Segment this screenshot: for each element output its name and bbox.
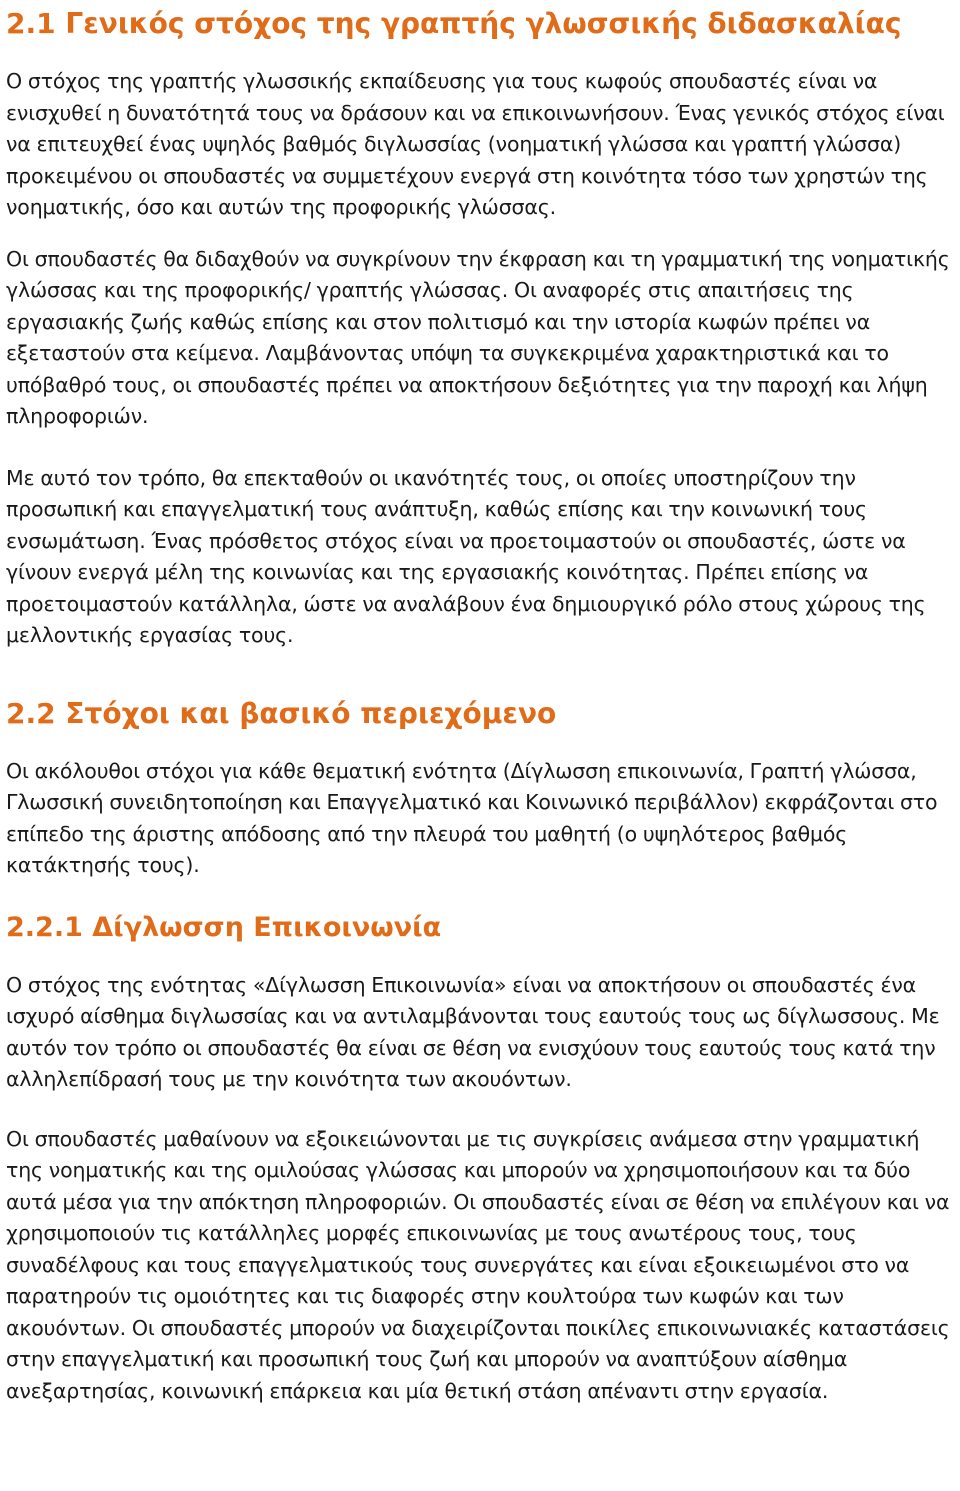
- section-2-2-1-heading: 2.2.1 Δίγλωσση Επικοινωνία: [6, 911, 442, 943]
- section-2-2-paragraph-1: Οι ακόλουθοι στόχοι για κάθε θεματική ενότητα (Δίγλωσση επικοινωνία, Γραπτή γλώσσα, Γλωσσική συνειδητοποίηση και Επαγγελματικό και Κοινωνικό περιβάλλον) εκφράζονται στο επίπεδο της άριστης απόδοσης από την πλευρά του μαθητή (ο υψηλότερος βαθμός κατάκτησής τους).: [6, 758, 938, 877]
- section-2-2-heading: 2.2 Στόχοι και βασικό περιεχόμενο: [6, 696, 557, 730]
- section-2-1-paragraph-2: Οι σπουδαστές θα διδαχθούν να συγκρίνουν την έκφραση και τη γραμματική της νοηματικής γλώσσας και της προφορικής/ γραπτής γλώσσας. Οι αναφορές στις απαιτήσεις της εργασιακής ζωής καθώς επίσης και στον πολιτισμό και την ιστορία κωφών πρέπει να εξεταστούν στα κείμενα. Λαμβάνοντας υπόψη τα συγκεκριμένα χαρακτηριστικά και το υπόβαθρό τους, οι σπουδαστές πρέπει να αποκτήσουν δεξιότητες για την παροχή και λήψη πληροφοριών.: [6, 246, 950, 428]
- section-2-1-heading: 2.1 Γενικός στόχος της γραπτής γλωσσικής διδασκαλίας: [6, 7, 902, 40]
- section-2-1-paragraph-1: Ο στόχος της γραπτής γλωσσικής εκπαίδευσης για τους κωφούς σπουδαστές είναι να ενισχυθεί η δυνατότητά τους να δράσουν και να επικοινωνήσουν. Ένας γενικός στόχος είναι να επιτευχθεί ένας υψηλός βαθμός διγλωσσίας (νοηματική γλώσσα και γραπτή γλώσσα) προκειμένου οι σπουδαστές να συμμετέχουν ενεργά στη κοινότητα τόσο των χρηστών της νοηματικής, όσο και αυτών της προφορικής γλώσσας.: [6, 69, 945, 219]
- section-2-1-paragraph-3: Με αυτό τον τρόπο, θα επεκταθούν οι ικανότητές τους, οι οποίες υποστηρίζουν την προσωπική και επαγγελματική τους ανάπτυξη, καθώς επίσης και την κοινωνική τους ενσωμάτωση. Ένας πρόσθετος στόχος είναι να προετοιμαστούν οι σπουδαστές, ώστε να γίνουν ενεργά μέλη της κοινωνίας και της εργασιακής κοινότητας. Πρέπει επίσης να προετοιμαστούν κατάλληλα, ώστε να αναλάβουν ένα δημιουργικό ρόλο στους χώρους της μελλοντικής εργασίας τους.: [6, 465, 926, 647]
- section-2-2-1-paragraph-1: Ο στόχος της ενότητας «Δίγλωσση Επικοινωνία» είναι να αποκτήσουν οι σπουδαστές ένα ισχυρό αίσθημα διγλωσσίας και να αντιλαμβάνονται τους εαυτούς τους ως δίγλωσσους. Με αυτόν τον τρόπο οι σπουδαστές θα είναι σε θέση να ενισχύουν τους εαυτούς τους κατά την αλληλεπίδρασή τους με την κοινότητα των ακουόντων.: [6, 972, 940, 1091]
- section-2-2-1-paragraph-2: Οι σπουδαστές μαθαίνουν να εξοικειώνονται με τις συγκρίσεις ανάμεσα στην γραμματική της νοηματικής και της ομιλούσας γλώσσας και μπορούν να χρησιμοποιήσουν και τα δύο αυτά μέσα για την απόκτηση πληροφοριών. Οι σπουδαστές είναι σε θέση να επιλέγουν και να χρησιμοποιούν τις κατάλληλες μορφές επικοινωνίας με τους ανωτέρους τους, τους συναδέλφους και τους επαγγελματικούς τους συνεργάτες και είναι εξοικειωμένοι στο να παρατηρούν τις ομοιότητες και τις διαφορές στην κουλτούρα των κωφών και των ακουόντων. Οι σπουδαστές μπορούν να διαχειρίζονται ποικίλες επικοινωνιακές καταστάσεις στην επαγγελματική και προσωπική τους ζωή και μπορούν να αναπτύξουν αίσθημα ανεξαρτησίας, κοινωνική επάρκεια και μία θετική στάση απέναντι στην εργασία.: [6, 1126, 950, 1403]
